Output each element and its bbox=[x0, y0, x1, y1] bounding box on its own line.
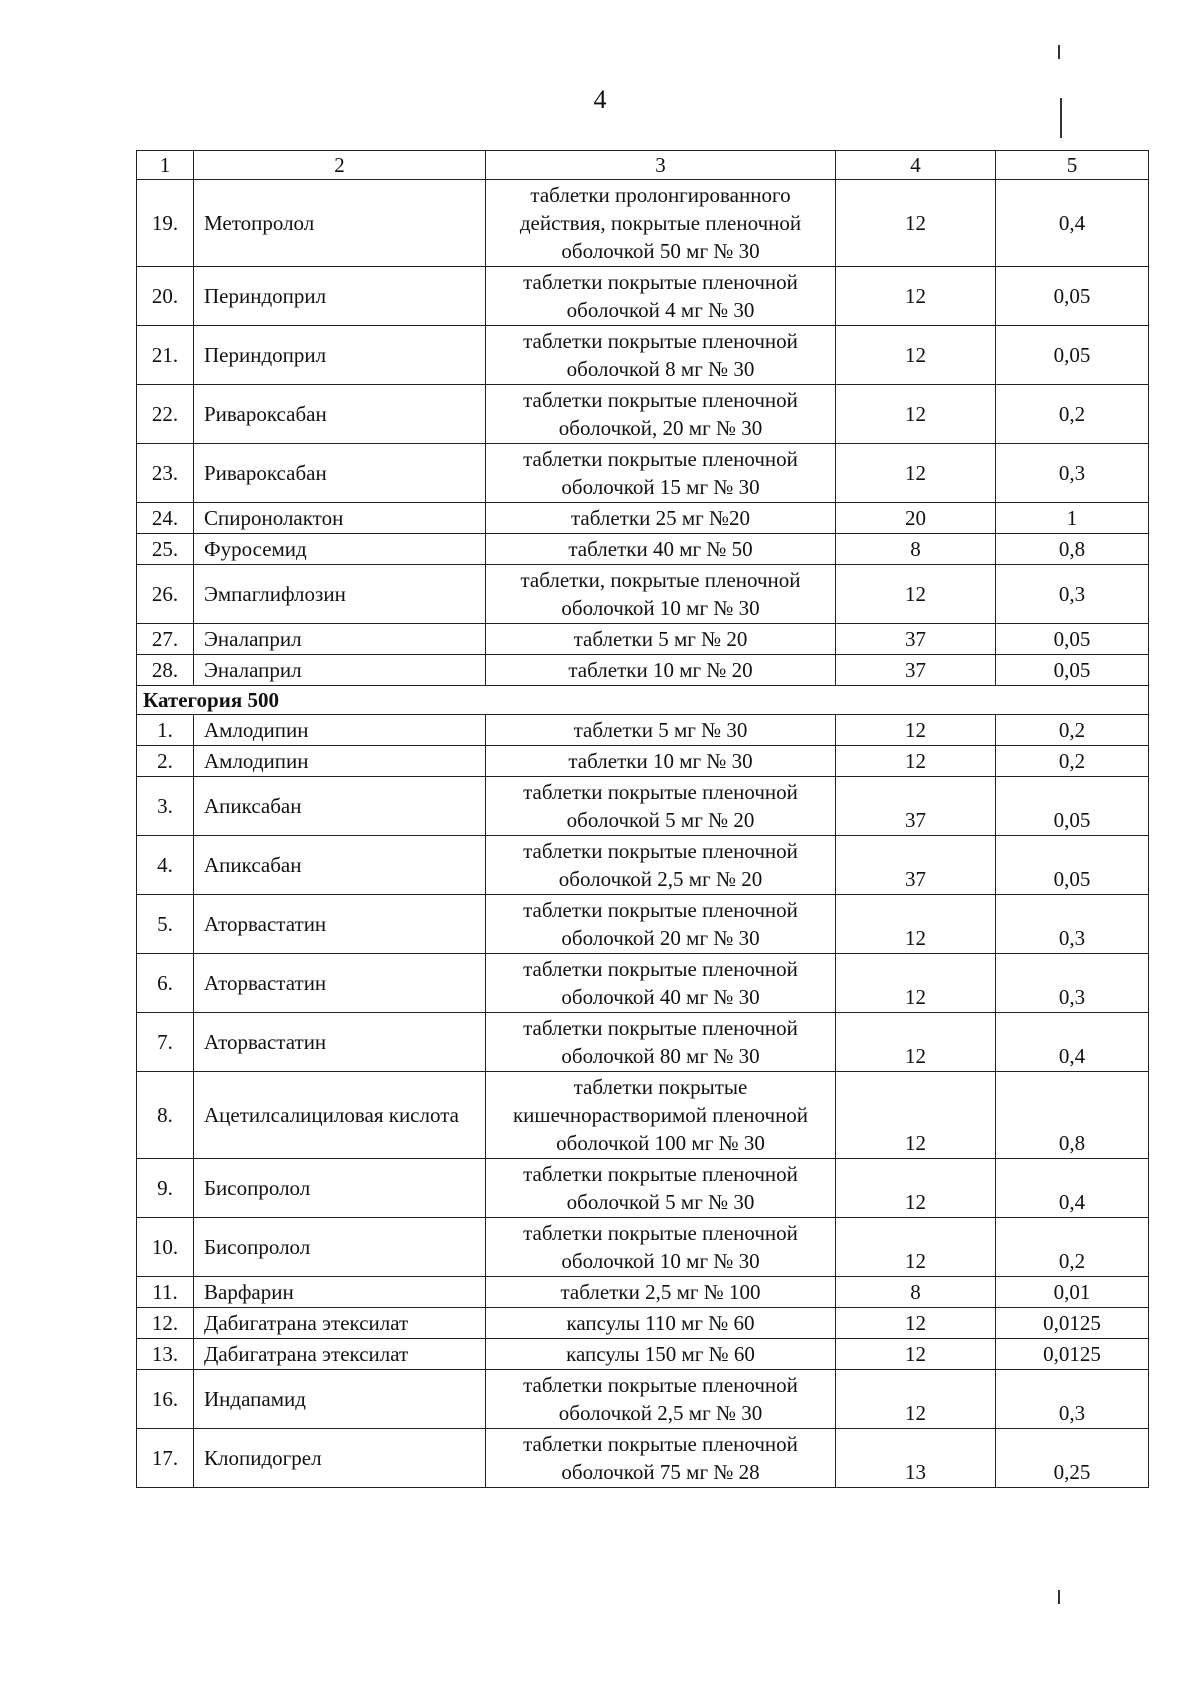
table-row bbox=[137, 326, 1149, 385]
dosage-form: таблетки покрытые пленочной оболочкой 2,5 мг № 20 bbox=[486, 836, 836, 895]
dosage-form: таблетки покрытые пленочной оболочкой 80 мг № 30 bbox=[486, 1013, 836, 1072]
amount-value: 0,05 bbox=[996, 326, 1149, 385]
row-number: 16. bbox=[137, 1370, 194, 1429]
drug-name: Амлодипин bbox=[194, 715, 486, 746]
drug-name: Дабигатрана этексилат bbox=[194, 1339, 486, 1370]
row-number: 23. bbox=[137, 444, 194, 503]
quantity-value: 12 bbox=[836, 1072, 996, 1159]
dosage-form: таблетки покрытые пленочной оболочкой 8 мг № 30 bbox=[486, 326, 836, 385]
amount-value: 0,4 bbox=[996, 1159, 1149, 1218]
quantity-value: 12 bbox=[836, 1308, 996, 1339]
table-row bbox=[137, 534, 1149, 565]
table-row bbox=[137, 444, 1149, 503]
amount-value: 0,2 bbox=[996, 715, 1149, 746]
quantity-value: 12 bbox=[836, 746, 996, 777]
table-row bbox=[137, 954, 1149, 1013]
dosage-form: таблетки пролонгированного действия, покрытые пленочной оболочкой 50 мг № 30 bbox=[486, 180, 836, 267]
dosage-form: таблетки покрытые пленочной оболочкой, 20 мг № 30 bbox=[486, 385, 836, 444]
dosage-form: таблетки покрытые пленочной оболочкой 5 мг № 20 bbox=[486, 777, 836, 836]
table-row bbox=[137, 715, 1149, 746]
dosage-form: таблетки покрытые пленочной оболочкой 15 мг № 30 bbox=[486, 444, 836, 503]
amount-value: 0,3 bbox=[996, 895, 1149, 954]
row-number: 9. bbox=[137, 1159, 194, 1218]
drug-name: Аторвастатин bbox=[194, 954, 486, 1013]
header-cell-1: 1 bbox=[137, 151, 194, 180]
drug-name: Ацетилсалициловая кислота bbox=[194, 1072, 486, 1159]
quantity-value: 12 bbox=[836, 1013, 996, 1072]
amount-value: 0,01 bbox=[996, 1277, 1149, 1308]
drug-name: Эналаприл bbox=[194, 655, 486, 686]
row-number: 28. bbox=[137, 655, 194, 686]
row-number: 2. bbox=[137, 746, 194, 777]
amount-value: 0,3 bbox=[996, 1370, 1149, 1429]
scan-mark bbox=[1058, 45, 1060, 59]
quantity-value: 37 bbox=[836, 836, 996, 895]
drug-name: Спиронолактон bbox=[194, 503, 486, 534]
row-number: 12. bbox=[137, 1308, 194, 1339]
dosage-form: таблетки покрытые пленочной оболочкой 10 мг № 30 bbox=[486, 1218, 836, 1277]
quantity-value: 37 bbox=[836, 655, 996, 686]
dosage-form: таблетки 40 мг № 50 bbox=[486, 534, 836, 565]
quantity-value: 8 bbox=[836, 1277, 996, 1308]
category-title: Категория 500 bbox=[137, 686, 1149, 715]
drug-name: Бисопролол bbox=[194, 1159, 486, 1218]
dosage-form: таблетки покрытые пленочной оболочкой 75 мг № 28 bbox=[486, 1429, 836, 1488]
dosage-form: таблетки покрытые кишечнорастворимой пленочной оболочкой 100 мг № 30 bbox=[486, 1072, 836, 1159]
table-row bbox=[137, 1339, 1149, 1370]
dosage-form: таблетки 10 мг № 20 bbox=[486, 655, 836, 686]
dosage-form: капсулы 150 мг № 60 bbox=[486, 1339, 836, 1370]
amount-value: 0,3 bbox=[996, 565, 1149, 624]
row-number: 1. bbox=[137, 715, 194, 746]
row-number: 10. bbox=[137, 1218, 194, 1277]
dosage-form: таблетки покрытые пленочной оболочкой 40 мг № 30 bbox=[486, 954, 836, 1013]
header-row bbox=[137, 151, 1149, 180]
dosage-form: таблетки, покрытые пленочной оболочкой 10 мг № 30 bbox=[486, 565, 836, 624]
table-row bbox=[137, 1370, 1149, 1429]
row-number: 11. bbox=[137, 1277, 194, 1308]
amount-value: 0,2 bbox=[996, 746, 1149, 777]
quantity-value: 13 bbox=[836, 1429, 996, 1488]
amount-value: 0,3 bbox=[996, 954, 1149, 1013]
amount-value: 0,8 bbox=[996, 534, 1149, 565]
drug-name: Эналаприл bbox=[194, 624, 486, 655]
amount-value: 0,05 bbox=[996, 777, 1149, 836]
table-row bbox=[137, 503, 1149, 534]
row-number: 8. bbox=[137, 1072, 194, 1159]
amount-value: 0,2 bbox=[996, 385, 1149, 444]
row-number: 6. bbox=[137, 954, 194, 1013]
dosage-form: таблетки 25 мг №20 bbox=[486, 503, 836, 534]
row-number: 21. bbox=[137, 326, 194, 385]
quantity-value: 12 bbox=[836, 565, 996, 624]
drug-name: Периндоприл bbox=[194, 326, 486, 385]
drug-name: Апиксабан bbox=[194, 836, 486, 895]
drug-name: Эмпаглифлозин bbox=[194, 565, 486, 624]
table-row bbox=[137, 746, 1149, 777]
table-row bbox=[137, 1013, 1149, 1072]
drug-table bbox=[136, 150, 1149, 1488]
dosage-form: таблетки 5 мг № 30 bbox=[486, 715, 836, 746]
drug-name: Дабигатрана этексилат bbox=[194, 1308, 486, 1339]
quantity-value: 12 bbox=[836, 1159, 996, 1218]
row-number: 26. bbox=[137, 565, 194, 624]
row-number: 4. bbox=[137, 836, 194, 895]
table-row bbox=[137, 1429, 1149, 1488]
quantity-value: 12 bbox=[836, 267, 996, 326]
quantity-value: 8 bbox=[836, 534, 996, 565]
row-number: 27. bbox=[137, 624, 194, 655]
header-cell-3: 3 bbox=[486, 151, 836, 180]
row-number: 3. bbox=[137, 777, 194, 836]
table-row bbox=[137, 565, 1149, 624]
dosage-form: таблетки 5 мг № 20 bbox=[486, 624, 836, 655]
amount-value: 0,3 bbox=[996, 444, 1149, 503]
table-row bbox=[137, 267, 1149, 326]
drug-name: Клопидогрел bbox=[194, 1429, 486, 1488]
quantity-value: 12 bbox=[836, 444, 996, 503]
table-row bbox=[137, 895, 1149, 954]
scan-mark bbox=[1058, 1590, 1060, 1604]
dosage-form: таблетки покрытые пленочной оболочкой 5 мг № 30 bbox=[486, 1159, 836, 1218]
scan-mark bbox=[1060, 98, 1062, 138]
amount-value: 0,25 bbox=[996, 1429, 1149, 1488]
row-number: 20. bbox=[137, 267, 194, 326]
quantity-value: 12 bbox=[836, 895, 996, 954]
row-number: 7. bbox=[137, 1013, 194, 1072]
header-cell-2: 2 bbox=[194, 151, 486, 180]
amount-value: 1 bbox=[996, 503, 1149, 534]
quantity-value: 12 bbox=[836, 954, 996, 1013]
amount-value: 0,4 bbox=[996, 180, 1149, 267]
category-row bbox=[137, 686, 1149, 715]
amount-value: 0,05 bbox=[996, 624, 1149, 655]
drug-name: Аторвастатин bbox=[194, 895, 486, 954]
table-row bbox=[137, 624, 1149, 655]
dosage-form: таблетки 10 мг № 30 bbox=[486, 746, 836, 777]
header-cell-5: 5 bbox=[996, 151, 1149, 180]
table-row bbox=[137, 1218, 1149, 1277]
quantity-value: 37 bbox=[836, 624, 996, 655]
row-number: 24. bbox=[137, 503, 194, 534]
quantity-value: 12 bbox=[836, 1370, 996, 1429]
quantity-value: 37 bbox=[836, 777, 996, 836]
dosage-form: таблетки покрытые пленочной оболочкой 20 мг № 30 bbox=[486, 895, 836, 954]
drug-name: Аторвастатин bbox=[194, 1013, 486, 1072]
drug-name: Фуросемид bbox=[194, 534, 486, 565]
amount-value: 0,05 bbox=[996, 655, 1149, 686]
table-row bbox=[137, 777, 1149, 836]
dosage-form: таблетки покрытые пленочной оболочкой 2,5 мг № 30 bbox=[486, 1370, 836, 1429]
drug-name: Бисопролол bbox=[194, 1218, 486, 1277]
quantity-value: 12 bbox=[836, 180, 996, 267]
quantity-value: 12 bbox=[836, 385, 996, 444]
row-number: 22. bbox=[137, 385, 194, 444]
table-row bbox=[137, 836, 1149, 895]
amount-value: 0,0125 bbox=[996, 1308, 1149, 1339]
row-number: 25. bbox=[137, 534, 194, 565]
drug-name: Периндоприл bbox=[194, 267, 486, 326]
row-number: 19. bbox=[137, 180, 194, 267]
drug-name: Метопролол bbox=[194, 180, 486, 267]
row-number: 17. bbox=[137, 1429, 194, 1488]
amount-value: 0,05 bbox=[996, 836, 1149, 895]
amount-value: 0,05 bbox=[996, 267, 1149, 326]
dosage-form: таблетки 2,5 мг № 100 bbox=[486, 1277, 836, 1308]
dosage-form: капсулы 110 мг № 60 bbox=[486, 1308, 836, 1339]
table-row bbox=[137, 1159, 1149, 1218]
page-number: 4 bbox=[593, 85, 607, 114]
row-number: 13. bbox=[137, 1339, 194, 1370]
quantity-value: 20 bbox=[836, 503, 996, 534]
drug-name: Варфарин bbox=[194, 1277, 486, 1308]
drug-name: Ривароксабан bbox=[194, 385, 486, 444]
amount-value: 0,8 bbox=[996, 1072, 1149, 1159]
table-row bbox=[137, 655, 1149, 686]
quantity-value: 12 bbox=[836, 1339, 996, 1370]
drug-name: Индапамид bbox=[194, 1370, 486, 1429]
amount-value: 0,2 bbox=[996, 1218, 1149, 1277]
quantity-value: 12 bbox=[836, 715, 996, 746]
table-row bbox=[137, 1308, 1149, 1339]
drug-name: Апиксабан bbox=[194, 777, 486, 836]
table-row bbox=[137, 1277, 1149, 1308]
table-row bbox=[137, 1072, 1149, 1159]
drug-name: Амлодипин bbox=[194, 746, 486, 777]
amount-value: 0,4 bbox=[996, 1013, 1149, 1072]
quantity-value: 12 bbox=[836, 1218, 996, 1277]
header-cell-4: 4 bbox=[836, 151, 996, 180]
amount-value: 0,0125 bbox=[996, 1339, 1149, 1370]
row-number: 5. bbox=[137, 895, 194, 954]
drug-name: Ривароксабан bbox=[194, 444, 486, 503]
table-row bbox=[137, 180, 1149, 267]
quantity-value: 12 bbox=[836, 326, 996, 385]
table-row bbox=[137, 385, 1149, 444]
dosage-form: таблетки покрытые пленочной оболочкой 4 мг № 30 bbox=[486, 267, 836, 326]
